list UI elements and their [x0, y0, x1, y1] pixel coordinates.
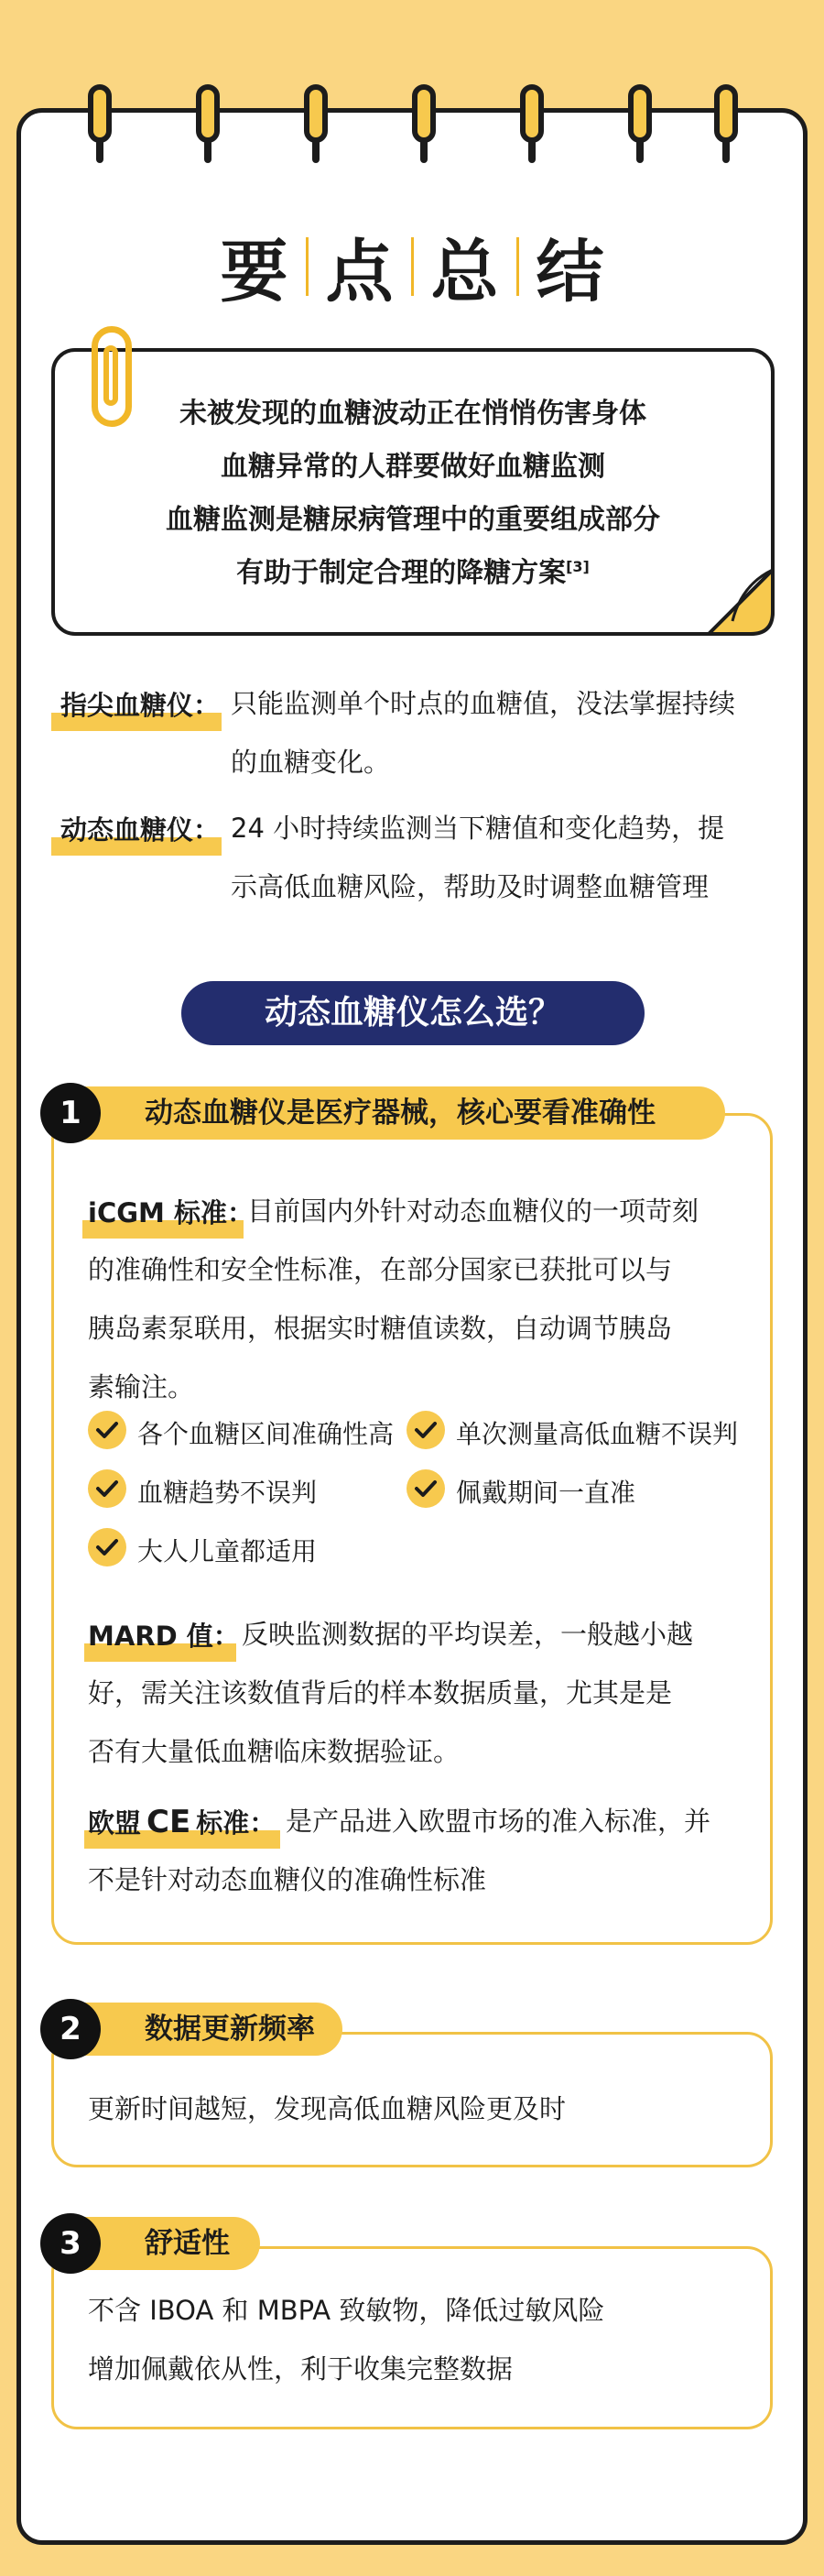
mard-label: MARD 值：	[88, 1621, 240, 1652]
fingertip-line: 只能监测单个时点的血糖值，没法掌握持续	[231, 688, 736, 719]
check-item: 各个血糖区间准确性高	[137, 1419, 395, 1449]
title-divider	[516, 237, 519, 296]
title-divider	[306, 237, 309, 296]
ce-mark-icon: CE	[146, 1804, 191, 1840]
title-char: 结	[536, 233, 604, 311]
section-1-title: 动态血糖仪是医疗器械，核心要看准确性	[70, 1086, 725, 1140]
check-item: 大人儿童都适用	[137, 1536, 318, 1566]
icgm-text	[88, 1182, 756, 1416]
check-item: 血糖趋势不误判	[137, 1478, 318, 1508]
ce-line: 不是针对动态血糖仪的准确性标准	[88, 1864, 487, 1895]
icgm-line: 胰岛素泵联用，根据实时糖值读数，自动调节胰岛	[88, 1313, 673, 1344]
mard-line: 好，需关注该数值背后的样本数据质量，尤其是是	[88, 1677, 673, 1708]
ce-line: 是产品进入欧盟市场的准入标准，并	[286, 1806, 711, 1837]
intro-line: 血糖监测是糖尿病管理中的重要组成部分	[166, 504, 660, 536]
paperclip-icon	[92, 326, 132, 427]
cgm-line: 24 小时持续监测当下糖值和变化趋势，提	[231, 813, 725, 844]
icgm-line: 目前国内外针对动态血糖仪的一项苛刻	[247, 1195, 699, 1227]
title-char: 点	[325, 233, 394, 311]
mard-line: 反映监测数据的平均误差，一般越小越	[242, 1619, 694, 1650]
fingertip-line: 的血糖变化。	[231, 747, 391, 778]
section-3-number: 3	[40, 2213, 101, 2274]
intro-line	[55, 550, 771, 590]
mard-text	[88, 1605, 756, 1781]
page-fold-icon	[705, 566, 776, 638]
title-char: 要	[220, 233, 288, 311]
mard-line: 否有大量低血糖临床数据验证。	[88, 1736, 461, 1767]
page-title	[0, 218, 824, 315]
cgm-label: 动态血糖仪：	[60, 814, 221, 846]
section-3-title: 舒适性	[70, 2217, 260, 2270]
section-2-title: 数据更新频率	[70, 2003, 342, 2056]
check-icon	[407, 1411, 445, 1449]
binder-ring-icon	[520, 84, 544, 143]
citation-ref: [3]	[566, 558, 590, 575]
fingertip-label: 指尖血糖仪：	[60, 690, 221, 721]
title-char: 总	[430, 233, 499, 311]
cgm-line: 示高低血糖风险，帮助及时调整血糖管理	[231, 871, 710, 902]
binder-ring-icon	[88, 84, 112, 143]
ce-label-pre: 欧盟	[88, 1807, 142, 1839]
section-2-line: 更新时间越短，发现高低血糖风险更及时	[88, 2093, 567, 2124]
choose-heading: 动态血糖仪怎么选？	[181, 981, 645, 1045]
section-2-text	[88, 2079, 566, 2138]
binder-ring-icon	[412, 84, 436, 143]
intro-line: 血糖异常的人群要做好血糖监测	[221, 451, 605, 483]
ce-text	[88, 1792, 756, 1909]
check-icon	[407, 1469, 445, 1508]
intro-line: 未被发现的血糖波动正在悄悄伤害身体	[179, 398, 646, 430]
binder-ring-icon	[304, 84, 328, 143]
binder-ring-icon	[714, 84, 738, 143]
check-icon	[88, 1528, 126, 1566]
check-icon	[88, 1411, 126, 1449]
check-item: 单次测量高低血糖不误判	[456, 1419, 739, 1449]
intro-box	[51, 348, 775, 636]
section-3-line: 不含 IBOA 和 MBPA 致敏物，降低过敏风险	[88, 2295, 605, 2326]
section-3-line: 增加佩戴依从性，利于收集完整数据	[88, 2353, 514, 2385]
icgm-line: 的准确性和安全性标准，在部分国家已获批可以与	[88, 1254, 673, 1285]
icgm-line: 素输注。	[88, 1371, 195, 1403]
section-3-text	[88, 2281, 604, 2398]
binder-ring-icon	[196, 84, 220, 143]
intro-line-text: 有助于制定合理的降糖方案	[236, 557, 567, 589]
check-item: 佩戴期间一直准	[456, 1478, 636, 1508]
binder-ring-icon	[628, 84, 652, 143]
ce-label-post: 标准：	[196, 1807, 276, 1839]
cgm-text	[231, 799, 724, 916]
title-divider	[411, 237, 414, 296]
section-2-number: 2	[40, 1999, 101, 2059]
check-icon	[88, 1469, 126, 1508]
fingertip-text	[231, 674, 735, 791]
section-1-number: 1	[40, 1083, 101, 1143]
icgm-label: iCGM 标准：	[88, 1197, 254, 1228]
